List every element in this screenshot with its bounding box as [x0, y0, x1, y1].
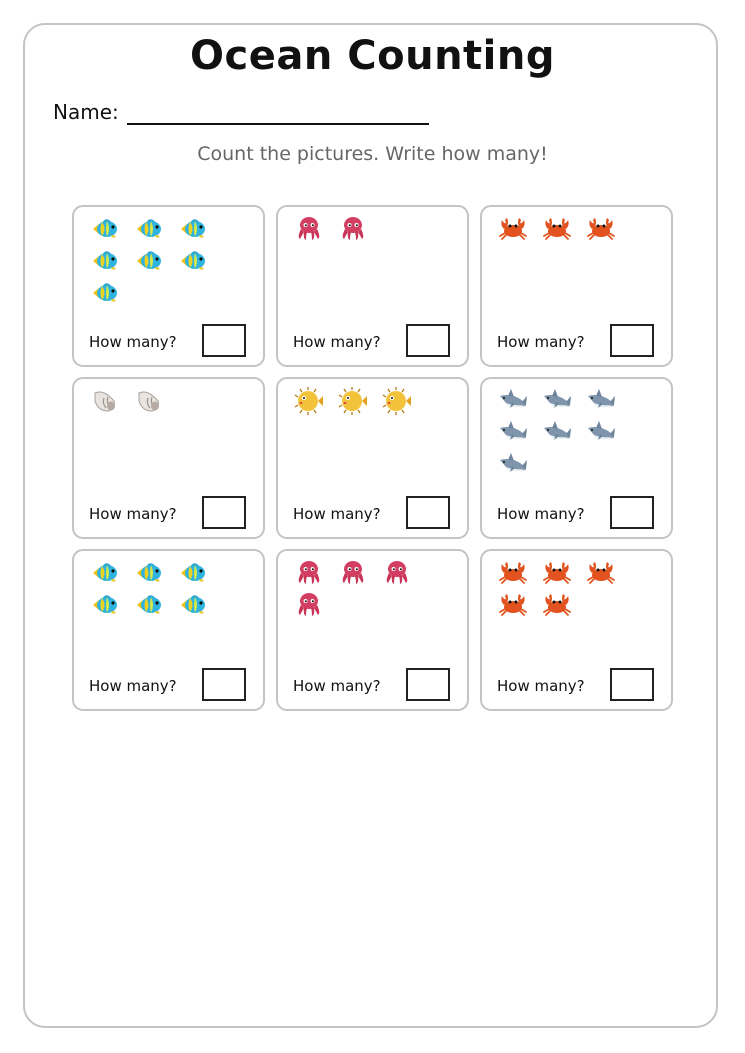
answer-box[interactable] [202, 496, 246, 529]
how-many-label: How many? [497, 333, 585, 351]
picture-group [498, 559, 638, 619]
crab-icon [586, 559, 616, 587]
counting-card [480, 377, 673, 539]
octopus-icon [294, 215, 324, 243]
tropical-fish-icon [90, 279, 120, 307]
tropical-fish-icon [134, 591, 164, 619]
blowfish-icon [382, 387, 412, 415]
counting-card [276, 549, 469, 711]
blowfish-icon [338, 387, 368, 415]
shark-icon [542, 419, 572, 447]
crab-icon [586, 215, 616, 243]
spiral-shell-icon [90, 387, 120, 415]
answer-box[interactable] [610, 668, 654, 701]
spiral-shell-icon [134, 387, 164, 415]
shark-icon [498, 451, 528, 479]
tropical-fish-icon [90, 247, 120, 275]
answer-box[interactable] [202, 324, 246, 357]
tropical-fish-icon [90, 559, 120, 587]
tropical-fish-icon [178, 215, 208, 243]
answer-box[interactable] [406, 324, 450, 357]
counting-card [480, 205, 673, 367]
octopus-icon [294, 591, 324, 619]
name-label: Name: [53, 100, 119, 124]
octopus-icon [294, 559, 324, 587]
shark-icon [498, 419, 528, 447]
crab-icon [498, 215, 528, 243]
how-many-label: How many? [293, 505, 381, 523]
octopus-icon [338, 215, 368, 243]
counting-card [276, 205, 469, 367]
counting-card [72, 549, 265, 711]
picture-group [498, 215, 638, 243]
how-many-label: How many? [293, 677, 381, 695]
crab-icon [542, 591, 572, 619]
picture-group [294, 559, 434, 619]
picture-group [90, 559, 230, 619]
answer-box[interactable] [406, 668, 450, 701]
picture-group [90, 387, 230, 415]
tropical-fish-icon [178, 559, 208, 587]
picture-group [90, 215, 230, 307]
shark-icon [586, 419, 616, 447]
how-many-label: How many? [497, 505, 585, 523]
crab-icon [498, 591, 528, 619]
tropical-fish-icon [134, 215, 164, 243]
picture-group [498, 387, 638, 479]
answer-box[interactable] [406, 496, 450, 529]
shark-icon [586, 387, 616, 415]
counting-grid [72, 205, 673, 711]
picture-group [294, 215, 434, 243]
worksheet-title: Ocean Counting [190, 33, 555, 79]
how-many-label: How many? [89, 677, 177, 695]
how-many-label: How many? [89, 505, 177, 523]
answer-box[interactable] [610, 496, 654, 529]
counting-card [72, 377, 265, 539]
counting-card [72, 205, 265, 367]
instructions: Count the pictures. Write how many! [197, 143, 548, 165]
counting-card [480, 549, 673, 711]
how-many-label: How many? [89, 333, 177, 351]
how-many-label: How many? [497, 677, 585, 695]
name-write-line[interactable] [127, 122, 429, 125]
how-many-label: How many? [293, 333, 381, 351]
shark-icon [542, 387, 572, 415]
picture-group [294, 387, 434, 415]
tropical-fish-icon [178, 247, 208, 275]
tropical-fish-icon [134, 247, 164, 275]
name-row [53, 98, 429, 126]
crab-icon [498, 559, 528, 587]
tropical-fish-icon [90, 215, 120, 243]
counting-card [276, 377, 469, 539]
shark-icon [498, 387, 528, 415]
octopus-icon [382, 559, 412, 587]
crab-icon [542, 215, 572, 243]
answer-box[interactable] [202, 668, 246, 701]
octopus-icon [338, 559, 368, 587]
blowfish-icon [294, 387, 324, 415]
tropical-fish-icon [90, 591, 120, 619]
crab-icon [542, 559, 572, 587]
tropical-fish-icon [134, 559, 164, 587]
tropical-fish-icon [178, 591, 208, 619]
answer-box[interactable] [610, 324, 654, 357]
